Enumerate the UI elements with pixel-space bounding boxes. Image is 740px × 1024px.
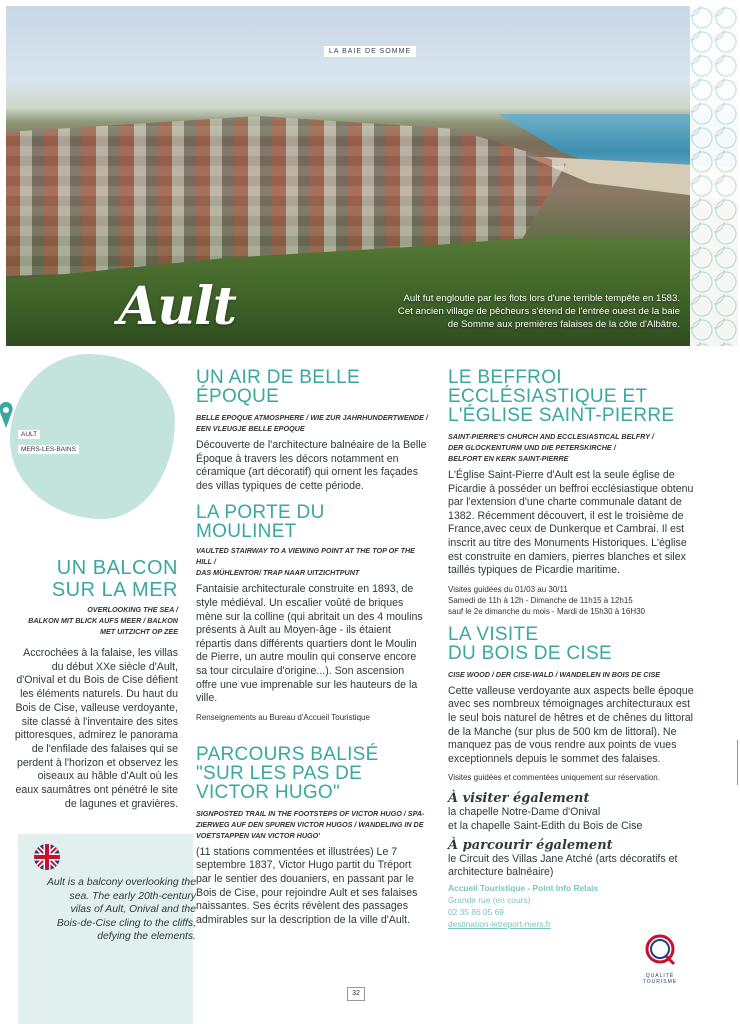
parcours-title: PARCOURS BALISÉ "SUR LES PAS DE VICTOR HUGO" bbox=[196, 743, 379, 803]
balcon-body: Accrochées à la falaise, les villas du début XXe siècle d'Ault, d'Onival et du Bois de Cise défient les éléments naturels. Du haut du Bois de Cise, valleuse verdoyante, site classé à l'inventaire des sites pittoresques, admirez le panorama de l'enfilade des falaises qui se perdent à l'horizon et observez les oiseaux au hâble d'Ault où les eaux saumâtres ont pénétré le site de lagunes et gravières. bbox=[14, 647, 178, 810]
contact-website-link[interactable]: destination-letreport-mers.fr bbox=[448, 918, 551, 929]
parcours-body: (11 stations commentées et illustrées) Le 7 septembre 1837, Victor Hugo partit du Tréport par le sentier des douaniers, en passant par le Bois de Cise, pour rejoindre Ault et ses falaises naissantes. Ses écrits révèlent des passages admirables sur la description de la ville d'Ault. bbox=[196, 845, 418, 926]
epoque-subtitle: BELLE EPOQUE ATMOSPHERE / WIE ZUR JAHRHUNDERTWENDE / EEN VLEUGJE BELLE EPOQUE bbox=[196, 413, 428, 433]
page-number: 32 bbox=[347, 987, 365, 1001]
cise-body: Cette valleuse verdoyante aux aspects belle époque avec ses nombreux témoignages architecturaux est le seul bois naturel de hêtres et de chênes du littoral de la Manche (sur plus de 500 km de littoral). Ne manquez pas de vous rendre aux points de vues exceptionnels depuis le sommet des falaises. bbox=[448, 684, 694, 765]
parcourir-body: le Circuit des Villas Jane Atché (arts décoratifs et architecture balnéaire) bbox=[448, 852, 678, 879]
visiter-list: la chapelle Notre-Dame d'Onival et la chapelle Saint-Edith du Bois de Cise bbox=[448, 806, 643, 832]
balcon-title: UN BALCON SUR LA MER bbox=[51, 557, 178, 601]
epoque-body: Découverte de l'architecture balnéaire de la Belle Époque à travers les décors notamment en céramique (art décoratif) qui ornent les façades des villas typiques de cette période. bbox=[196, 439, 427, 492]
epoque-title: UN AIR DE BELLE ÉPOQUE bbox=[196, 367, 360, 407]
moulinet-note: Renseignements au Bureau d'Accueil Touristique bbox=[196, 712, 370, 722]
hero-caption: Ault fut engloutie par les flots lors d'une terrible tempête en 1583. Cet ancien village de pêcheurs s'étend de l'entrée ouest de la baie de Somme aux premières falaises de la côte d'Albâtre. bbox=[397, 293, 680, 330]
qualite-tourisme-logo: QUALITÉ TOURISME bbox=[636, 932, 684, 984]
page-edge-line bbox=[737, 740, 738, 785]
contact-block bbox=[448, 882, 694, 930]
beffroi-visits: Visites guidées du 01/03 au 30/11 Samedi de 11h à 12h - Dimanche de 11h15 à 12h15 sauf le 2e dimanche du mois - Mardi de 15h30 à 16H30 bbox=[448, 584, 646, 616]
english-summary-box bbox=[18, 834, 196, 1024]
balcon-subtitle: OVERLOOKING THE SEA / BALKON MIT BLICK AUFS MEER / BALKON MET UITZICHT OP ZEE bbox=[28, 605, 178, 636]
hero-title: Ault bbox=[118, 276, 236, 337]
quality-logo-icon bbox=[636, 932, 684, 968]
visiter-title: À visiter également bbox=[448, 791, 590, 807]
contact-title: Accueil Touristique - Point Info Relais bbox=[448, 882, 599, 893]
map-pin-icon bbox=[0, 402, 20, 430]
cise-note: Visites guidées et commentées uniquement sur réservation. bbox=[448, 773, 660, 783]
cise-subtitle: CISE WOOD / DER CISE-WALD / WANDELEN IN BOIS DE CISE bbox=[448, 669, 661, 679]
cise-title: LA VISITE DU BOIS DE CISE bbox=[448, 623, 612, 664]
contact-phone: 02 35 86 05 69 bbox=[448, 906, 504, 917]
moulinet-body: Fantaisie architecturale construite en 1893, de style médiéval. Un escalier voûté de briques mène sur la colline (qui abritait un des 4 moulins présents à Ault au Moyen-âge - ils étaient répartis dans différents quartiers dont le Moulin de Pierre, un autre moulin qui conserve encore sa tour circulaire d'origine...). Son ascension offre une vue imprenable sur les hauteurs de la ville. bbox=[196, 583, 423, 705]
decorative-pattern bbox=[690, 6, 738, 346]
beffroi-body: L'Église Saint-Pierre d'Ault est la seule église de Picardie à posséder un beffroi ecclésiastique obtenu par l'extension d'une charte communale datant de 1382. Récemment découvert, il est le troisième de France,avec ceux de Dunkerque et Cambrai. Il est inscrit au titre des Monuments Historiques. L'église est construite en damiers, pierres blanches et silex taillés typiques de Picardie maritime. bbox=[448, 469, 694, 577]
map-label-ault: AULT bbox=[18, 430, 40, 439]
contact-address: Grande rue (en cours) bbox=[448, 894, 531, 905]
uk-flag-icon bbox=[34, 844, 60, 870]
section-tag: LA BAIE DE SOMME bbox=[324, 46, 416, 57]
parcourir-title: À parcourir également bbox=[448, 837, 613, 853]
moulinet-title: LA PORTE DU MOULINET bbox=[196, 502, 325, 543]
middle-column bbox=[196, 368, 428, 927]
moulinet-subtitle: VAULTED STAIRWAY TO A VIEWING POINT AT THE TOP OF THE HILL / DAS MÜHLENTOR/ TRAP NAAR UITZICHTPUNT bbox=[196, 546, 415, 578]
right-column bbox=[448, 368, 694, 930]
hero-photo bbox=[6, 6, 738, 346]
beffroi-subtitle: SAINT-PIERRE'S CHURCH AND ECCLESIASTICAL BELFRY / DER GLOCKENTURM UND DIE PETERSKIRCHE / BELFORT EN KERK SAINT-PIERRE bbox=[448, 432, 654, 463]
map-label-mers: MERS-LES-BAINS bbox=[18, 445, 79, 454]
english-summary: Ault is a balcony overlooking the sea. The early 20th-century vilas of Ault, Onival and the Bois-de-Cise cling to the cliffs, defying the elements. bbox=[46, 877, 196, 942]
parcours-subtitle: SIGNPOSTED TRAIL IN THE FOOTSTEPS OF VICTOR HUGO / SPA- ZIERWEG AUF DEN SPUREN VICTOR HUGOS / WANDELING IN DE VOETSTAPPEN VAN VICTOR HUGO' bbox=[196, 808, 425, 840]
beffroi-title: LE BEFFROI ECCLÉSIASTIQUE ET L'ÉGLISE SAINT-PIERRE bbox=[448, 367, 675, 426]
location-map bbox=[0, 350, 178, 520]
